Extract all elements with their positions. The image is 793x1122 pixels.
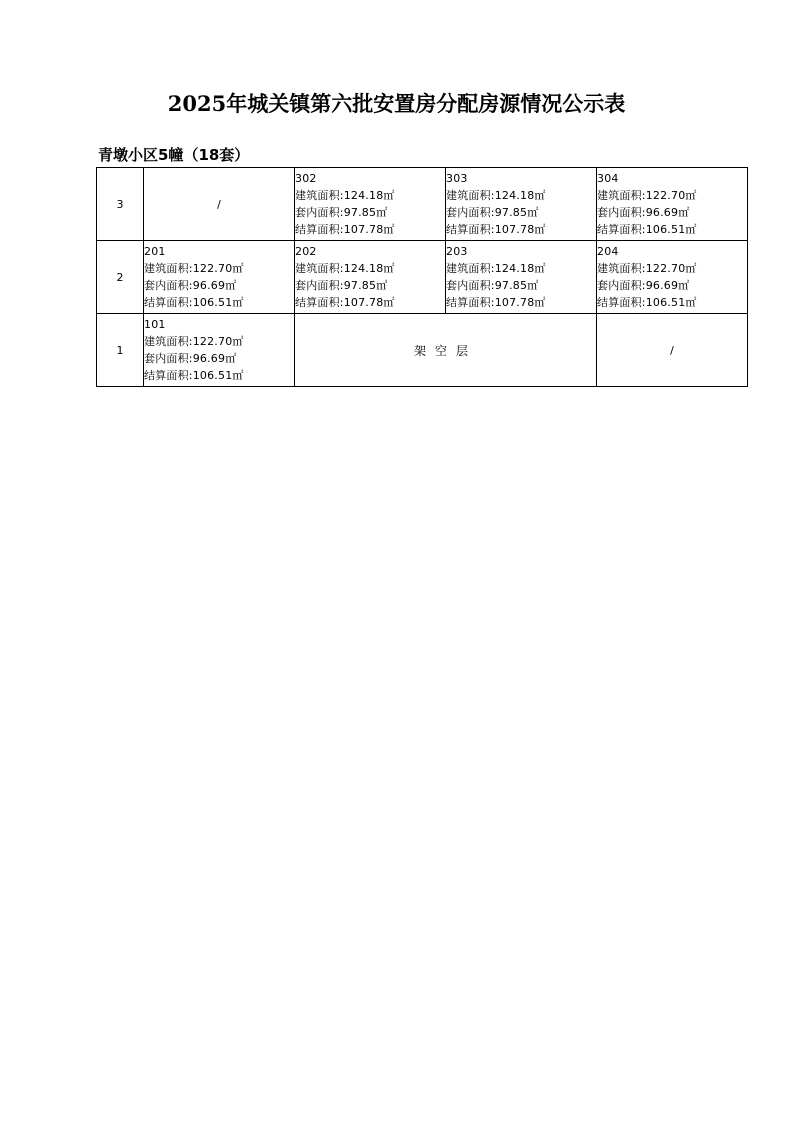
housing-units-table	[96, 167, 748, 387]
unit-cell-201	[144, 241, 295, 314]
inner-area: 套内面积:96.69㎡	[144, 279, 237, 292]
settlement-area: 结算面积:107.78㎡	[295, 223, 395, 236]
inner-area: 套内面积:97.85㎡	[446, 206, 539, 219]
page-title: 2025年城关镇第六批安置房分配房源情况公示表	[167, 91, 626, 116]
building-area: 建筑面积:122.70㎡	[144, 335, 244, 348]
building-area: 建筑面积:122.70㎡	[144, 262, 244, 275]
room-number: 303	[446, 172, 468, 185]
building-area: 建筑面积:124.18㎡	[446, 189, 546, 202]
floor-number: 1	[97, 314, 144, 387]
building-area: 建筑面积:122.70㎡	[597, 262, 697, 275]
piloti-floor-cell: 架空层	[295, 314, 597, 387]
settlement-area: 结算面积:107.78㎡	[446, 223, 546, 236]
room-number: 101	[144, 318, 166, 331]
settlement-area: 结算面积:106.51㎡	[144, 296, 244, 309]
empty-unit-cell: /	[597, 314, 748, 387]
inner-area: 套内面积:97.85㎡	[295, 206, 388, 219]
unit-cell-303	[446, 168, 597, 241]
building-area: 建筑面积:124.18㎡	[446, 262, 546, 275]
settlement-area: 结算面积:107.78㎡	[446, 296, 546, 309]
section-title: 青墩小区5幢（18套）	[98, 146, 250, 164]
room-number: 302	[295, 172, 317, 185]
unit-cell-302	[295, 168, 446, 241]
building-area: 建筑面积:122.70㎡	[597, 189, 697, 202]
settlement-area: 结算面积:106.51㎡	[597, 223, 697, 236]
unit-cell-304	[597, 168, 748, 241]
unit-cell-203	[446, 241, 597, 314]
room-number: 203	[446, 245, 468, 258]
table-row-floor-3	[97, 168, 748, 241]
settlement-area: 结算面积:106.51㎡	[144, 369, 244, 382]
room-number: 304	[597, 172, 619, 185]
inner-area: 套内面积:97.85㎡	[446, 279, 539, 292]
settlement-area: 结算面积:106.51㎡	[597, 296, 697, 309]
inner-area: 套内面积:97.85㎡	[295, 279, 388, 292]
floor-number: 2	[97, 241, 144, 314]
table-row-floor-2	[97, 241, 748, 314]
table-row-floor-1	[97, 314, 748, 387]
inner-area: 套内面积:96.69㎡	[597, 279, 690, 292]
inner-area: 套内面积:96.69㎡	[597, 206, 690, 219]
empty-unit-cell: /	[144, 168, 295, 241]
unit-cell-202	[295, 241, 446, 314]
room-number: 202	[295, 245, 317, 258]
room-number: 201	[144, 245, 166, 258]
room-number: 204	[597, 245, 619, 258]
settlement-area: 结算面积:107.78㎡	[295, 296, 395, 309]
building-area: 建筑面积:124.18㎡	[295, 189, 395, 202]
unit-cell-204	[597, 241, 748, 314]
floor-number: 3	[97, 168, 144, 241]
building-area: 建筑面积:124.18㎡	[295, 262, 395, 275]
inner-area: 套内面积:96.69㎡	[144, 352, 237, 365]
unit-cell-101	[144, 314, 295, 387]
